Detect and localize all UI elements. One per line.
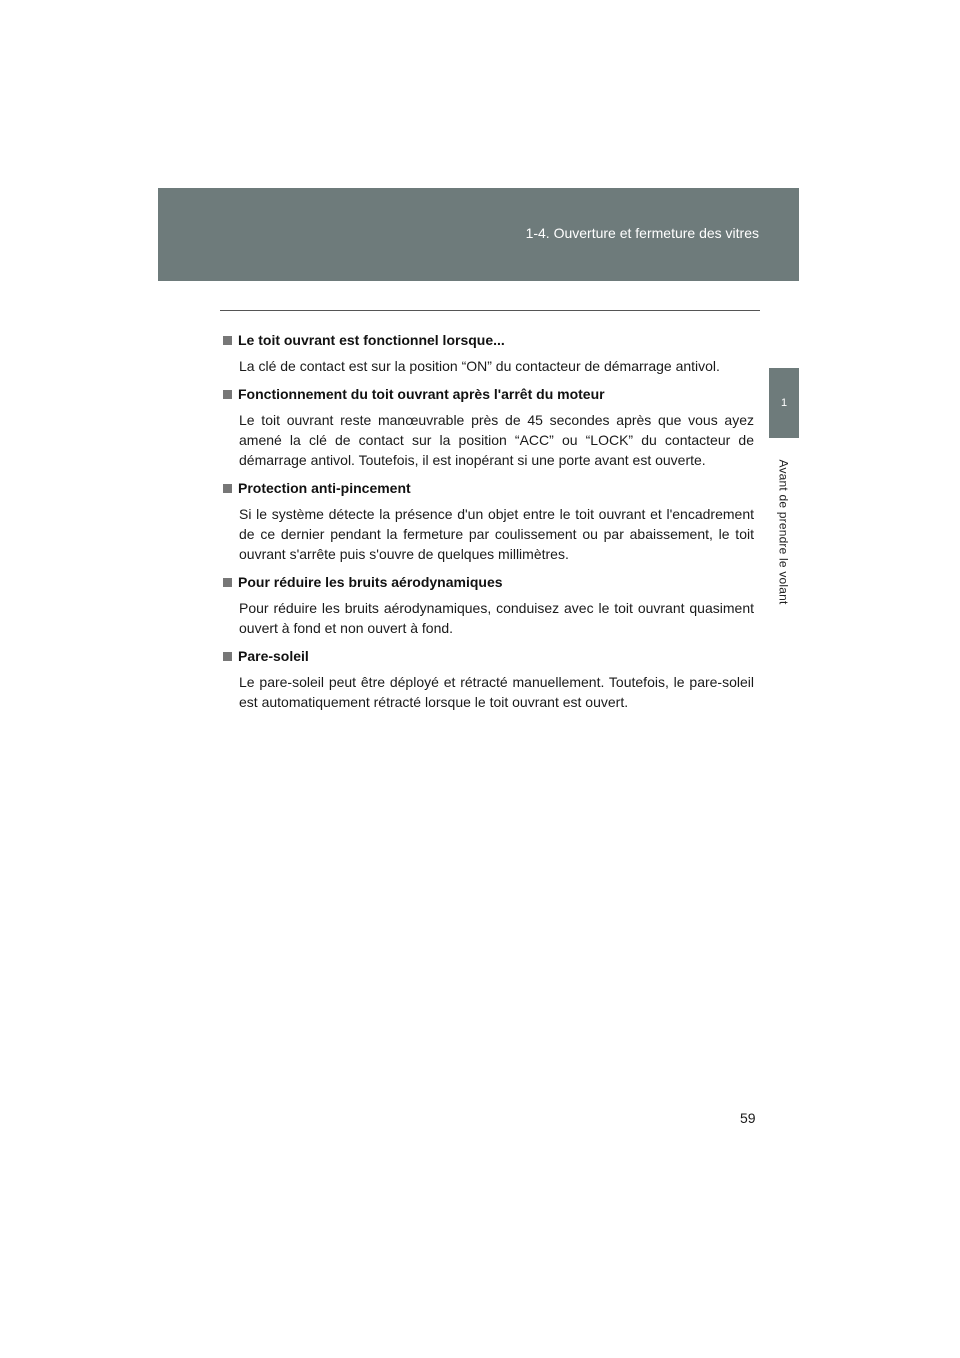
- section-reduce-wind-noise: [223, 572, 754, 638]
- section-body: Le toit ouvrant reste manœuvrable près de 45 secondes après que vous ayez amené la clé de contact sur la position “ACC” ou “LOCK” du contacteur de démarrage antivol. Toutefois, il est inopérant si une porte avant est ouverte.: [239, 412, 754, 468]
- square-bullet-icon: [223, 484, 232, 493]
- section-body: Pour réduire les bruits aérodynamiques, conduisez avec le toit ouvrant quasiment ouvert à fond et non ouvert à fond.: [239, 600, 754, 636]
- section-heading-text: Pour réduire les bruits aérodynamiques: [238, 574, 503, 590]
- section-after-engine-off: [223, 384, 754, 470]
- section-body: La clé de contact est sur la position “ON” du contacteur de démarrage antivol.: [239, 358, 720, 374]
- section-title: 1-4. Ouverture et fermeture des vitres: [525, 225, 759, 241]
- square-bullet-icon: [223, 390, 232, 399]
- square-bullet-icon: [223, 578, 232, 587]
- section-heading-text: Le toit ouvrant est fonctionnel lorsque...: [238, 332, 505, 348]
- square-bullet-icon: [223, 336, 232, 345]
- section-heading-text: Pare-soleil: [238, 648, 309, 664]
- main-content: [223, 330, 754, 720]
- square-bullet-icon: [223, 652, 232, 661]
- section-sunshade: [223, 646, 754, 712]
- section-anti-pinch: [223, 478, 754, 564]
- chapter-number-tab: 1: [769, 368, 799, 438]
- section-body: Le pare-soleil peut être déployé et rétracté manuellement. Toutefois, le pare-soleil est automatiquement rétracté lorsque le toit ouvrant est ouvert.: [239, 674, 754, 710]
- header-band: [158, 188, 799, 281]
- section-heading-text: Protection anti-pincement: [238, 480, 411, 496]
- section-sunroof-operational: [223, 330, 754, 376]
- chapter-label-tab: [769, 444, 799, 620]
- section-heading: [223, 384, 754, 404]
- section-body: Si le système détecte la présence d'un objet entre le toit ouvrant et l'encadrement de ce dernier pendant la fermeture par coulissement ou par abaissement, le toit ouvrant s'arrête puis s'ouvre de quelques millimètres.: [239, 506, 754, 562]
- chapter-label: Avant de prendre le volant: [777, 459, 792, 605]
- section-heading: [223, 478, 754, 498]
- section-heading: [223, 646, 754, 666]
- top-divider: [220, 310, 760, 311]
- section-heading-text: Fonctionnement du toit ouvrant après l'arrêt du moteur: [238, 386, 605, 402]
- section-heading: [223, 330, 754, 350]
- page-number: 59: [740, 1110, 756, 1126]
- section-heading: [223, 572, 754, 592]
